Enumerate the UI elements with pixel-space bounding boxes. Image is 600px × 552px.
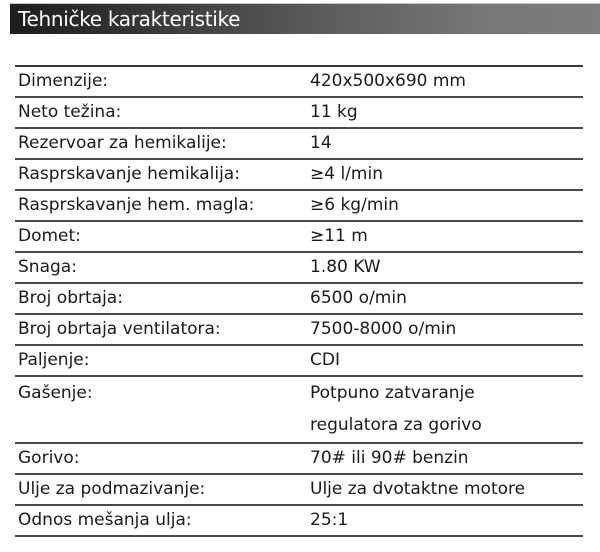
spec-value: 11 kg (310, 102, 358, 122)
spec-value: 14 (310, 133, 332, 153)
spec-value: ≥11 m (310, 226, 368, 246)
section-header (10, 3, 600, 34)
spec-label: Odnos mešanja ulja: (18, 510, 192, 530)
spec-label: Ulje za podmazivanje: (18, 479, 206, 499)
spec-table (15, 65, 583, 537)
spec-row-gasenje (15, 377, 583, 444)
spec-value: Ulje za dvotaktne motore (310, 479, 526, 499)
spec-value-line: Potpuno zatvaranje (310, 383, 475, 403)
spec-row-rasprskavanje-magla (15, 191, 583, 222)
spec-value: 1.80 KW (310, 257, 381, 277)
spec-value: ≥6 kg/min (310, 195, 399, 215)
spec-row-ulje-za-podmazivanje (15, 475, 583, 506)
spec-row-neto-tezina (15, 98, 583, 129)
section-title: Tehničke karakteristike (18, 7, 241, 31)
spec-row-domet (15, 222, 583, 253)
spec-label: Dimenzije: (18, 71, 109, 91)
spec-label: Rasprskavanje hem. magla: (18, 195, 255, 215)
spec-label: Broj obrtaja: (18, 288, 123, 308)
spec-label: Domet: (18, 226, 81, 246)
spec-label: Paljenje: (18, 350, 90, 370)
spec-label: Broj obrtaja ventilatora: (18, 319, 221, 339)
spec-row-rezervoar (15, 129, 583, 160)
spec-value: 70# ili 90# benzin (310, 448, 469, 468)
spec-value (310, 377, 583, 442)
spec-row-snaga (15, 253, 583, 284)
spec-value: ≥4 l/min (310, 164, 383, 184)
spec-row-gorivo (15, 444, 583, 475)
spec-label: Neto težina: (18, 102, 122, 122)
spec-row-rasprskavanje-hemikalija (15, 160, 583, 191)
spec-row-dimenzije (15, 67, 583, 98)
spec-row-broj-obrtaja (15, 284, 583, 315)
spec-label: Rezervoar za hemikalije: (18, 133, 227, 153)
spec-label: Snaga: (18, 257, 77, 277)
spec-label: Rasprskavanje hemikalija: (18, 164, 240, 184)
spec-value: 7500-8000 o/min (310, 319, 457, 339)
spec-value: 420x500x690 mm (310, 71, 466, 91)
spec-value: 25:1 (310, 510, 349, 530)
spec-row-odnos-mesanja (15, 506, 583, 537)
spec-value: 6500 o/min (310, 288, 407, 308)
spec-label: Gašenje: (18, 383, 93, 403)
spec-row-paljenje (15, 346, 583, 377)
spec-label: Gorivo: (18, 448, 80, 468)
spec-value-line: regulatora za gorivo (310, 415, 482, 435)
spec-value: CDI (310, 350, 340, 370)
spec-row-broj-obrtaja-ventilatora (15, 315, 583, 346)
